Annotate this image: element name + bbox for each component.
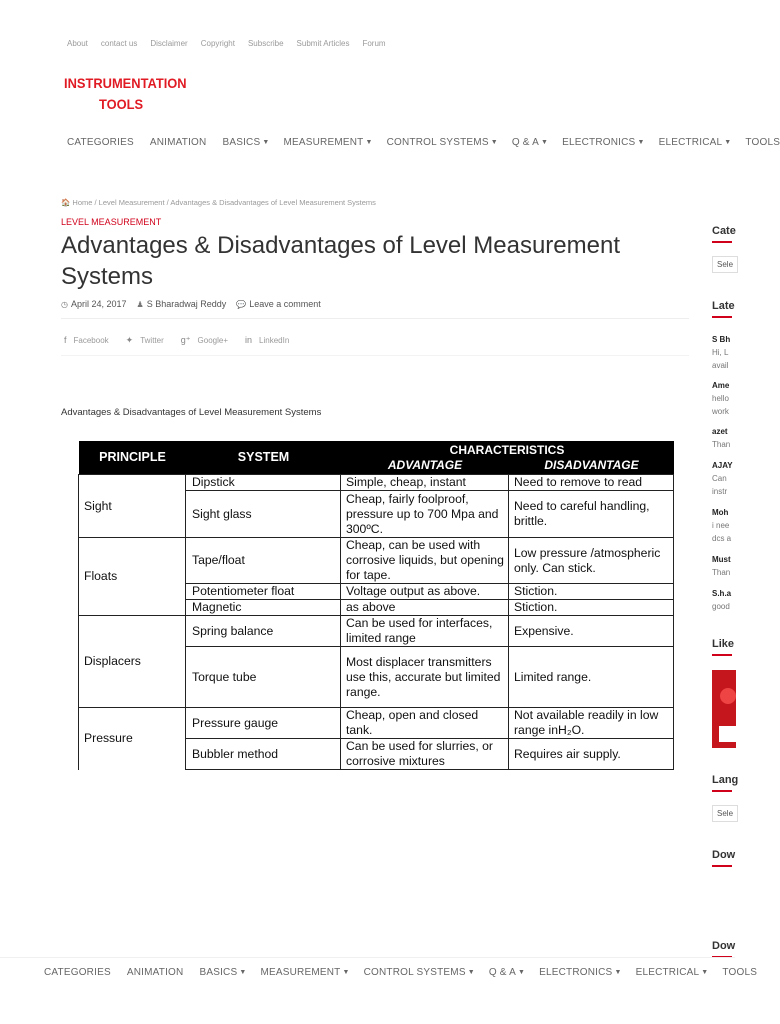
heading-underline xyxy=(712,316,732,318)
page-title: Advantages & Disadvantages of Level Measurement Systems xyxy=(61,232,620,290)
disadvantage-cell: Low pressure /atmospheric only. Can stick. xyxy=(509,538,674,584)
advantage-cell: Voltage output as above. xyxy=(341,584,509,600)
advantage-cell: Simple, cheap, instant xyxy=(341,475,509,491)
nav-item-electronics[interactable]: ELECTRONICS ▼ xyxy=(539,967,622,978)
system-cell: Bubbler method xyxy=(186,739,341,770)
disadvantage-cell: Need to careful handling, brittle. xyxy=(509,491,674,538)
chevron-down-icon: ▼ xyxy=(490,139,498,146)
post-meta xyxy=(61,299,321,309)
chevron-down-icon: ▼ xyxy=(517,969,526,976)
main-nav xyxy=(67,137,780,148)
top-links-bar xyxy=(67,39,386,48)
principle-cell: Floats xyxy=(79,538,186,616)
disadvantage-cell: Limited range. xyxy=(509,647,674,708)
nav-item-electrical[interactable]: ELECTRICAL ▼ xyxy=(635,967,709,978)
system-cell: Torque tube xyxy=(186,647,341,708)
share-facebook-button[interactable]: f Facebook xyxy=(64,335,109,345)
nav-item-categories[interactable]: CATEGORIES xyxy=(67,137,134,148)
comment-item[interactable]: S Bh Hi, L avail xyxy=(712,335,731,370)
nav-item-basics[interactable]: BASICS ▼ xyxy=(199,967,247,978)
disadvantage-cell: Requires air supply. xyxy=(509,739,674,770)
logo-line-2: TOOLS xyxy=(98,96,144,112)
sidebar-latest-heading: Late xyxy=(712,300,735,312)
facebook-icon: f xyxy=(64,335,67,345)
top-link-submit-articles[interactable]: Submit Articles xyxy=(296,39,350,48)
chevron-down-icon: ▼ xyxy=(701,969,709,976)
top-link-subscribe[interactable]: Subscribe xyxy=(247,39,284,48)
advantage-cell: Can be used for slurries, or corrosive mixtures xyxy=(341,739,509,770)
categories-select[interactable]: Sele xyxy=(712,256,738,273)
share-bar xyxy=(64,335,289,346)
sidebar-download-heading: Dow xyxy=(712,849,736,861)
chevron-down-icon: ▼ xyxy=(724,139,732,146)
top-link-copyright[interactable]: Copyright xyxy=(200,39,235,48)
post-author[interactable]: ♟ S Bharadwaj Reddy xyxy=(136,299,227,309)
header-system: SYSTEM xyxy=(186,441,341,475)
characteristics-table xyxy=(78,441,674,770)
nav-item-electrical[interactable]: ELECTRICAL ▼ xyxy=(658,137,732,148)
share-google-plus-button[interactable]: g⁺ Google+ xyxy=(180,335,228,345)
category-tag[interactable]: LEVEL MEASUREMENT xyxy=(61,217,162,227)
system-cell: Spring balance xyxy=(186,616,341,647)
language-select[interactable]: Sele xyxy=(712,805,738,822)
heading-underline xyxy=(712,654,732,656)
table-row xyxy=(79,538,674,584)
chevron-down-icon: ▼ xyxy=(365,139,373,146)
header-disadvantage: DISADVANTAGE xyxy=(509,458,674,475)
advantage-cell: Can be used for interfaces, limited range xyxy=(341,616,509,647)
comment-item[interactable]: Moh i nee dcs a xyxy=(712,508,732,543)
twitter-icon: ✦ xyxy=(125,335,134,345)
principle-cell: Pressure xyxy=(79,708,186,770)
chevron-down-icon: ▼ xyxy=(540,139,549,146)
comment-item[interactable]: Must Than xyxy=(712,555,731,577)
disadvantage-cell: Expensive. xyxy=(509,616,674,647)
post-date: ◷ April 24, 2017 xyxy=(61,299,127,309)
divider xyxy=(61,318,689,319)
sidebar-categories-heading: Cate xyxy=(712,225,736,237)
comment-icon: 💬 xyxy=(236,300,247,309)
disadvantage-cell: Stiction. xyxy=(509,600,674,616)
divider xyxy=(0,957,735,958)
nav-item-electronics[interactable]: ELECTRONICS ▼ xyxy=(562,137,645,148)
nav-item-animation[interactable]: ANIMATION xyxy=(126,967,184,978)
header-characteristics: CHARACTERISTICS xyxy=(341,441,674,458)
principle-cell: Displacers xyxy=(79,616,186,708)
divider xyxy=(61,355,689,356)
site-logo[interactable] xyxy=(64,73,193,115)
disadvantage-cell: Stiction. xyxy=(509,584,674,600)
user-icon: ♟ xyxy=(136,300,144,309)
facebook-like-widget[interactable] xyxy=(712,670,736,748)
share-linkedin-button[interactable]: in LinkedIn xyxy=(245,335,290,345)
heading-underline xyxy=(712,865,732,867)
nav-item-tools[interactable]: TOOLS xyxy=(722,967,758,978)
system-cell: Sight glass xyxy=(186,491,341,538)
chevron-down-icon: ▼ xyxy=(614,969,622,976)
page-avatar xyxy=(720,688,736,704)
nav-item-measurement[interactable]: MEASUREMENT ▼ xyxy=(283,137,373,148)
system-cell: Pressure gauge xyxy=(186,708,341,739)
sidebar-download-heading-2: Dow xyxy=(712,940,736,952)
nav-item-basics[interactable]: BASICS ▼ xyxy=(222,137,270,148)
chevron-down-icon: ▼ xyxy=(637,139,645,146)
disadvantage-cell: Not available readily in low range inH₂O. xyxy=(509,708,674,739)
nav-item-control-systems[interactable]: CONTROL SYSTEMS ▼ xyxy=(363,967,475,978)
chevron-down-icon: ▼ xyxy=(262,139,270,146)
chevron-down-icon: ▼ xyxy=(342,969,350,976)
system-cell: Tape/float xyxy=(186,538,341,584)
nav-item-tools[interactable]: TOOLS xyxy=(745,137,780,148)
comment-item[interactable]: Ame hello work xyxy=(712,381,730,416)
chevron-down-icon: ▼ xyxy=(467,969,475,976)
linkedin-icon: in xyxy=(245,335,253,345)
nav-item-animation[interactable]: ANIMATION xyxy=(149,137,207,148)
sticky-bottom-nav xyxy=(44,967,758,978)
top-link-forum[interactable]: Forum xyxy=(362,39,386,48)
nav-item-q-and-a[interactable]: Q & A ▼ xyxy=(488,967,526,978)
comment-item[interactable]: S.h.a good xyxy=(712,589,732,611)
leave-comment-link[interactable]: 💬 Leave a comment xyxy=(236,299,321,309)
comment-item[interactable]: AJAY Can instr xyxy=(712,461,733,496)
advantage-cell: Cheap, can be used with corrosive liquids, but opening for tape. xyxy=(341,538,509,584)
advantage-cell: Cheap, fairly foolproof, pressure up to 700 Mpa and 300ºC. xyxy=(341,491,509,538)
advantage-cell: as above xyxy=(341,600,509,616)
top-link-about[interactable]: About xyxy=(67,39,88,48)
nav-item-control-systems[interactable]: CONTROL SYSTEMS ▼ xyxy=(386,137,498,148)
system-cell: Potentiometer float xyxy=(186,584,341,600)
system-cell: Magnetic xyxy=(186,600,341,616)
top-link-disclaimer[interactable]: Disclaimer xyxy=(150,39,188,48)
clock-icon: ◷ xyxy=(61,300,68,309)
table-row xyxy=(79,475,674,491)
google-plus-icon: g⁺ xyxy=(180,335,191,345)
heading-underline xyxy=(712,241,732,243)
system-cell: Dipstick xyxy=(186,475,341,491)
header-advantage: ADVANTAGE xyxy=(341,458,509,475)
principle-cell: Sight xyxy=(79,475,186,538)
sidebar-language-heading: Lang xyxy=(712,774,739,786)
top-link-contact[interactable]: contact us xyxy=(100,39,138,48)
table-row xyxy=(79,708,674,739)
comment-item[interactable]: azet Than xyxy=(712,427,731,449)
header-principle: PRINCIPLE xyxy=(79,441,186,475)
nav-item-categories[interactable]: CATEGORIES xyxy=(44,967,111,978)
table-row xyxy=(79,616,674,647)
article-caption: Advantages & Disadvantages of Level Measurement Systems xyxy=(61,407,322,418)
share-twitter-button[interactable]: ✦ Twitter xyxy=(125,335,164,345)
sidebar-like-heading: Like xyxy=(712,638,735,650)
nav-item-measurement[interactable]: MEASUREMENT ▼ xyxy=(260,967,350,978)
advantage-cell: Most displacer transmitters use this, accurate but limited range. xyxy=(341,647,509,708)
nav-item-q-and-a[interactable]: Q & A ▼ xyxy=(511,137,549,148)
chevron-down-icon: ▼ xyxy=(239,969,247,976)
advantage-cell: Cheap, open and closed tank. xyxy=(341,708,509,739)
disadvantage-cell: Need to remove to read xyxy=(509,475,674,491)
like-box xyxy=(719,726,736,742)
logo-line-1: INSTRUMENTATION xyxy=(64,75,187,91)
breadcrumb[interactable]: 🏠 Home / Level Measurement / Advantages & Disadvantages of Level Measurement Systems xyxy=(61,198,376,207)
heading-underline xyxy=(712,790,732,792)
